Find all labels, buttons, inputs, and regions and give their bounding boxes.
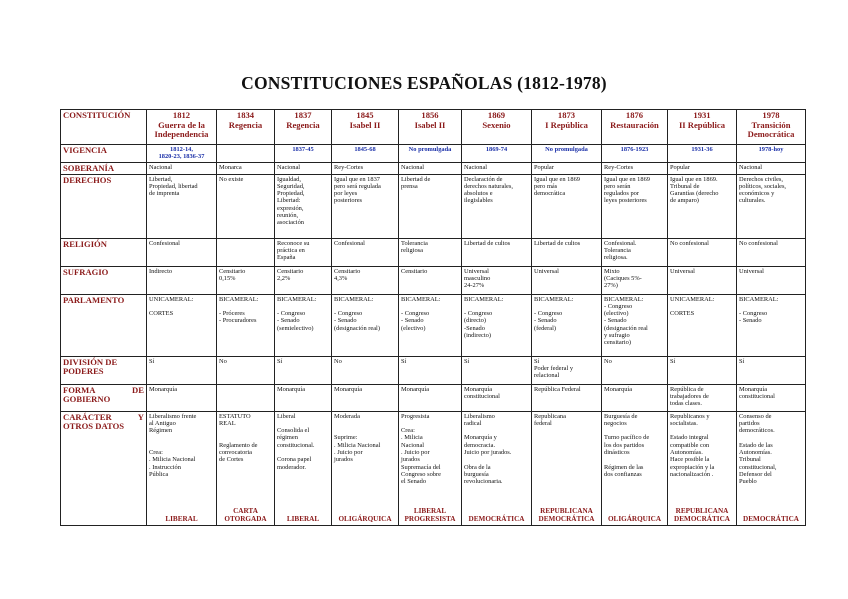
cell-text: Monarquía [149,385,178,393]
table-cell [668,266,737,294]
cell-verdict: LIBERAL [165,515,198,523]
table-cell [399,384,462,411]
table-cell [399,356,462,384]
header-cell [332,110,399,145]
table-cell [147,356,217,384]
cell-text: Confesional [149,239,180,247]
table-cell [399,266,462,294]
table-cell [217,145,275,163]
header-year: 1978 [762,110,780,120]
row-sufragio [61,266,806,294]
constitutions-table [60,109,806,526]
row-label [61,238,147,266]
table-cell [147,266,217,294]
table-cell [275,238,332,266]
row-label-right: Y [137,411,144,422]
table-cell [462,145,532,163]
cell-text: No existe [219,175,244,183]
header-name: Restauración [610,119,659,130]
cell-text: BICAMERAL: - Congreso (directo) -Senado (indirecto) [464,295,504,340]
row-soberania [61,162,806,174]
table-cell [275,356,332,384]
row-vigencia [61,145,806,163]
cell-text: No [604,357,612,365]
cell-text: Censitario 4,3% [334,267,361,282]
table-cell [147,411,217,525]
table-cell [668,174,737,238]
row-label-text: SOBERANÍA [63,162,115,173]
header-year: 1873 [557,110,576,120]
cell-text: Igual que en 1869 pero más democrática [534,175,580,198]
header-name: Sexenio [482,119,511,130]
header-label: CONSTITUCIÓN [61,110,147,145]
header-cell [399,110,462,145]
row-label-left: CARÁCTER [63,411,112,422]
row-label-text: RELIGIÓN [63,238,107,249]
table-cell [217,411,275,525]
table-cell [462,238,532,266]
table-cell [332,384,399,411]
table-cell [668,384,737,411]
cell-text: BICAMERAL: - Congreso - Senado (electivo) [401,295,441,332]
row-label-second: OTROS DATOS [63,420,125,431]
cell-text: No [334,357,342,365]
table-cell [737,384,806,411]
header-name: II República [678,119,726,130]
table-cell [737,238,806,266]
page-title: CONSTITUCIONES ESPAÑOLAS (1812-1978) [241,73,607,93]
cell-text: UNICAMERAL: CORTES [149,295,194,318]
cell-text: Nacional [464,163,488,171]
table-cell [275,174,332,238]
table-cell [532,174,602,238]
cell-text: Rey-Cortes [334,163,364,171]
table-cell [399,411,462,525]
table-cell [462,356,532,384]
cell-text: Monarquía [334,385,363,393]
header-year: 1876 [625,110,644,120]
table-cell [147,384,217,411]
table-cell [602,356,668,384]
cell-text: 1978-hoy [758,146,784,153]
row-label-left: FORMA [63,384,95,395]
table-cell [462,266,532,294]
cell-text: BICAMERAL: - Congreso - Senado [739,295,779,325]
cell-text: Igual que en 1837 pero será regulada por leyes posteriores [334,175,381,205]
cell-text: Republicana federal [534,412,566,427]
row-parlamento [61,294,806,356]
cell-text: 1812-14, 1820-23, 1836-37 [158,146,205,161]
cell-text: Igual que en 1869. Tribunal de Garantías (derecho de amparo) [670,175,719,205]
cell-text: Moderada Suprime: . Milicia Nacional . Juicio por jurados [334,412,381,464]
row-label [61,294,147,356]
table-cell [332,162,399,174]
cell-text: Derechos civiles, políticos, sociales, económicos y culturales. [739,175,787,205]
cell-text: 1837-45 [292,146,314,153]
cell-text: Sí [401,357,407,365]
header-cell [275,110,332,145]
row-derechos [61,174,806,238]
cell-verdict: DEMOCRÁTICA [468,515,525,523]
cell-verdict: OLIGÁRQUICA [338,515,392,523]
cell-text: Rey-Cortes [604,163,634,171]
table-cell [532,294,602,356]
cell-text: Monarquía constitucional [739,385,775,400]
cell-text: No promulgada [545,146,588,153]
table-cell [462,384,532,411]
table-cell [275,145,332,163]
cell-text: Igualdad, Seguridad, Propiedad, Libertad: expresión, reunión, asociación [277,175,305,227]
cell-text: Universal masculino 24-27% [464,267,491,290]
row-label-right: DE [132,384,144,395]
table-cell [332,411,399,525]
header-year: 1856 [421,110,439,120]
cell-text: Censitario 0,15% [219,267,246,282]
table-cell [668,238,737,266]
cell-text: BICAMERAL: - Próceres - Procuradores [219,295,259,325]
cell-verdict: LIBERAL PROGRESISTA [404,507,456,523]
cell-text: Libertad de cultos [534,239,581,247]
table-cell [217,384,275,411]
header-cell [602,110,668,145]
table-cell [602,174,668,238]
cell-text: Nacional [739,163,763,171]
cell-text: Republicanos y socialistas. Estado integral compatible con Autonomías. Hace posible la expropiación y la nacionalización . [670,412,715,478]
table-cell [147,238,217,266]
cell-text: Nacional [149,163,173,171]
header-year: 1837 [294,110,312,120]
table-cell [737,294,806,356]
table-cell [532,145,602,163]
cell-text: Sí [739,357,745,365]
cell-verdict: REPUBLICANA DEMOCRÁTICA [538,507,595,523]
row-label [61,411,147,525]
row-label-text: DERECHOS [63,174,112,185]
table-cell [217,174,275,238]
header-cell [532,110,602,145]
table-cell [399,174,462,238]
cell-text: Mixto (Caciques 5%- 27%) [604,267,642,290]
cell-text: Libertad, Propiedad, libertad de imprenta [149,175,198,198]
header-name: Regencia [286,119,320,130]
header-name: Transición Democrática [747,119,795,140]
row-label-text: VIGENCIA [63,145,107,155]
cell-text: BICAMERAL: - Congreso (electivo) - Senado (designación real y sufragio censitario) [604,295,648,347]
table-cell [668,162,737,174]
cell-text: 1931-36 [691,146,713,153]
row-label [61,174,147,238]
table-cell [737,356,806,384]
cell-text: República de trabajadores de todas clases. [670,385,709,408]
header-cell [668,110,737,145]
table-cell [668,411,737,525]
cell-verdict: LIBERAL [286,515,320,523]
table-cell [399,294,462,356]
header-cell [462,110,532,145]
cell-text: Monarquía [604,385,633,393]
header-year: 1812 [172,110,191,120]
table-cell [332,145,399,163]
table-cell [332,174,399,238]
table-cell [399,238,462,266]
table-cell [147,294,217,356]
table-cell [275,162,332,174]
cell-text: Popular [670,163,690,171]
table-cell [462,162,532,174]
header-name: Isabel II [414,119,446,130]
table-cell [275,266,332,294]
cell-text: Consenso de partidos democráticos. Estado de las Autonomías. Tribunal constitucional, Defensor del Pueblo [739,412,777,486]
table-cell [147,174,217,238]
header-cell [217,110,275,145]
row-label [61,145,147,163]
cell-text: Burguesía de negocios Turno pacífico de los dos partidos dinásticos Régimen de las dos confianzas [604,412,650,478]
cell-text: BICAMERAL: - Congreso - Senado (semielectivo) [277,295,317,332]
cell-verdict: OLIGÁRQUICA [607,515,662,523]
table-cell [462,294,532,356]
cell-text: Sí [464,357,470,365]
table-cell [217,356,275,384]
row-label [61,266,147,294]
cell-text: Censitario 2,2% [277,267,304,282]
table-cell [217,294,275,356]
table-cell [737,162,806,174]
table-cell [332,238,399,266]
cell-text: Reconoce su práctica en España [277,239,310,262]
cell-text: República Federal [534,385,581,393]
cell-text: Progresista Crea: . Milicia Nacional . Juicio por jurados Supremacía del Congreso sobre el Senado [401,412,441,486]
cell-text: Igual que en 1869 pero serán regulados por leyes posteriores [604,175,650,205]
cell-text: Nacional [277,163,301,171]
table-cell [147,145,217,163]
cell-text: Sí [670,357,676,365]
header-year: 1869 [487,110,506,120]
cell-text: Sí Poder federal y relacional [534,357,574,380]
cell-text: Monarquía [277,385,306,393]
cell-text: Universal [739,267,764,275]
table-cell [399,145,462,163]
table-cell [332,294,399,356]
header-name: Isabel II [349,119,381,130]
row-forma [61,384,806,411]
cell-text: BICAMERAL: - Congreso - Senado (federal) [534,295,574,332]
table-cell [462,411,532,525]
cell-text: Confesional. Tolerancia religiosa. [604,239,637,262]
cell-text: No [219,357,227,365]
header-year: 1931 [693,110,711,120]
table-cell [602,294,668,356]
cell-text: Liberal Consolida el régimen constitucional. Corona papel moderador. [277,412,315,471]
table-cell [462,174,532,238]
table-cell [737,411,806,525]
header-cell [737,110,806,145]
table-cell [602,162,668,174]
table-cell [532,356,602,384]
cell-text: Nacional [401,163,425,171]
header-row [61,110,806,145]
header-name: I República [545,119,588,130]
cell-text: 1869-74 [485,146,508,153]
table-cell [737,174,806,238]
table-cell [332,356,399,384]
row-label-second: GOBIERNO [63,393,111,404]
header-year: 1845 [356,110,374,120]
row-religion [61,238,806,266]
row-label-text: DIVISIÓN DE PODERES [63,356,118,376]
cell-text: Liberalismo radical Monarquía y democracia. Juicio por jurados. Obra de la burguesía revolucionaria. [464,412,512,486]
cell-text: Tolerancia religiosa [401,239,428,254]
table-cell [602,145,668,163]
table-cell [602,238,668,266]
table-cell [668,294,737,356]
table-cell [602,411,668,525]
table-cell [275,294,332,356]
cell-text: Declaración de derechos naturales, absolutos e ilegislables [464,175,513,205]
cell-text: Sí [149,357,155,365]
table-cell [217,266,275,294]
cell-text: Sí [277,357,283,365]
cell-text: BICAMERAL: - Congreso - Senado (designación real) [334,295,380,332]
row-label-text: SUFRAGIO [63,266,109,277]
header-name: Regencia [228,119,263,130]
cell-verdict: CARTA OTORGADA [224,507,267,523]
row-caracter [61,411,806,525]
row-label-text: PARLAMENTO [63,294,125,305]
table-cell [275,384,332,411]
cell-text: No promulgada [408,146,452,153]
table-cell [602,384,668,411]
cell-text: Confesional [334,239,365,247]
table-cell [668,356,737,384]
table-cell [147,162,217,174]
table-cell [532,411,602,525]
cell-text: ESTATUTO REAL Reglamento de convocatoria de Cortes [219,412,258,464]
header-year: 1834 [236,110,255,120]
table-cell [737,145,806,163]
cell-verdict: REPUBLICANA DEMOCRÁTICA [674,507,730,523]
table-cell [217,238,275,266]
table-cell [602,266,668,294]
table-cell [332,266,399,294]
table-cell [532,384,602,411]
header-name: Guerra de la Independencia [154,119,209,140]
table-cell [532,238,602,266]
cell-text: UNICAMERAL: CORTES [670,295,715,318]
cell-text: Monarca [219,163,242,171]
cell-text: Monarquía [401,385,430,393]
row-label [61,162,147,174]
cell-text: Universal [670,267,695,275]
cell-text: Indirecto [149,267,173,275]
header-cell [147,110,217,145]
cell-text: Monarquía constitucional [464,385,500,400]
cell-text: Libertad de prensa [401,175,431,190]
cell-text: No confesional [670,239,709,247]
table-cell [275,411,332,525]
cell-verdict: DEMOCRÁTICA [743,515,799,523]
cell-text: Universal [534,267,559,275]
cell-text: 1876-1923 [620,146,649,153]
cell-text: Popular [534,163,554,171]
cell-text: 1845-68 [354,146,376,153]
cell-text: Censitario [401,267,428,275]
row-label [61,384,147,411]
table-cell [217,162,275,174]
cell-text: Libertad de cultos [464,239,511,247]
cell-text: Liberalismo frente al Antiguo Régimen Crea: . Milicia Nacional . Instrucción Pública [149,412,197,478]
table-cell [668,145,737,163]
table-cell [737,266,806,294]
row-label [61,356,147,384]
row-division [61,356,806,384]
table-cell [532,162,602,174]
table-cell [399,162,462,174]
cell-text: No confesional [739,239,778,247]
table-cell [532,266,602,294]
